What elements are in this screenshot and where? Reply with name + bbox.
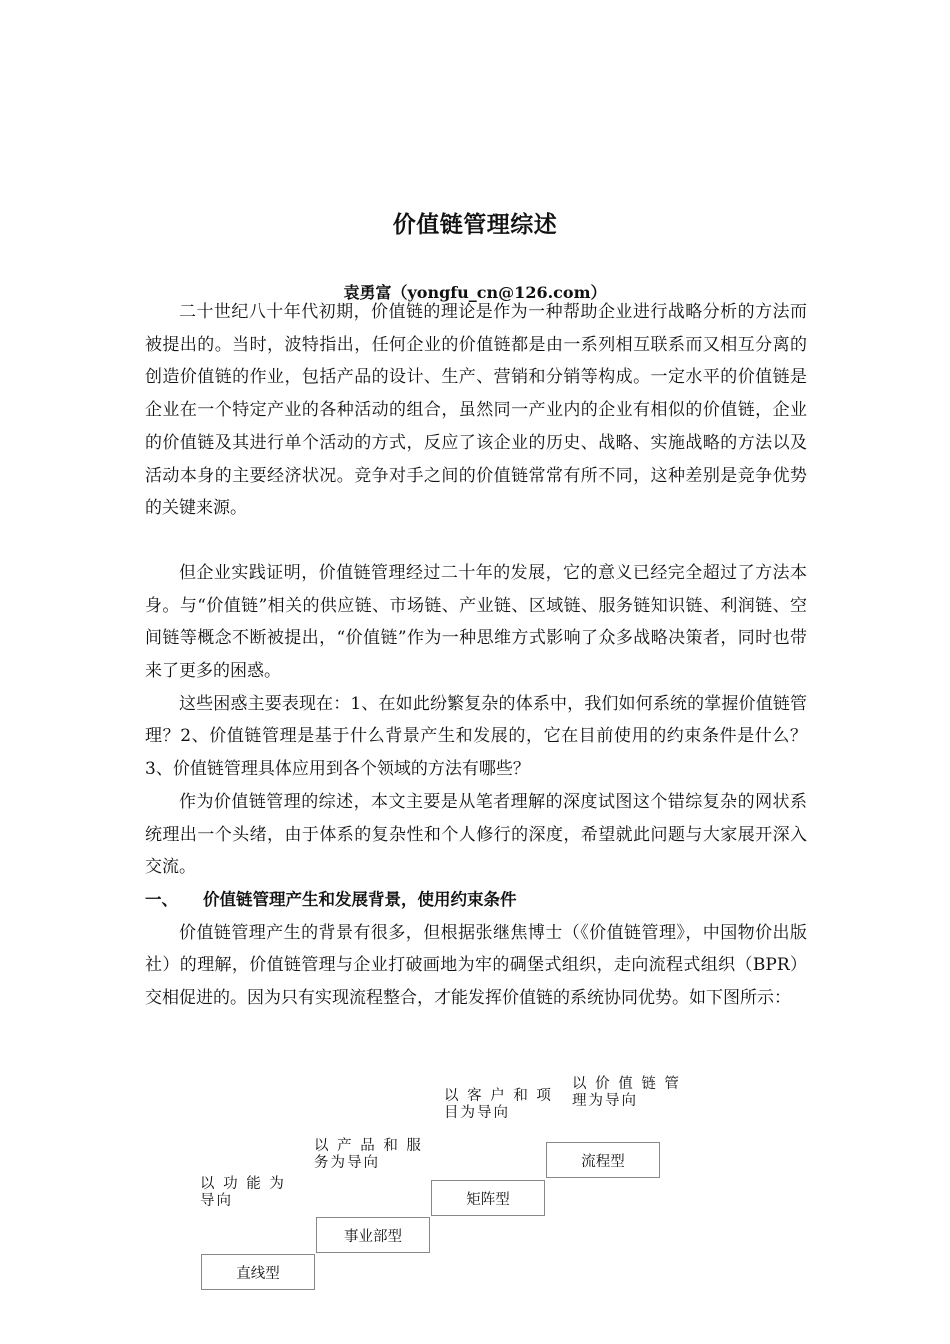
- author-line: 袁勇富（yongfu_cn@126.com）: [343, 283, 607, 302]
- step-label-line: 以 产 品 和 服: [314, 1138, 423, 1154]
- step-label-line: 理为导向: [572, 1093, 638, 1109]
- paragraph-4: 作为价值链管理的综述，本文主要是从笔者理解的深度试图这个错综复杂的网状系统理出一个头绪，由于体系的复杂性和个人修行的深度，希望就此问题与大家展开深入交流。: [145, 791, 807, 878]
- step-label-line: 以 价 值 链 管: [572, 1076, 681, 1092]
- step-label-product-service: [314, 1138, 423, 1172]
- step-box-process: 流程型: [546, 1142, 660, 1178]
- step-label-line: 以 客 户 和 项: [444, 1088, 553, 1104]
- step-label-line: 务为导向: [314, 1155, 380, 1171]
- article-body: [145, 296, 807, 1015]
- section-heading: [145, 884, 807, 917]
- step-label-line: 以 功 能 为: [200, 1176, 286, 1192]
- page-title: 价值链管理综述: [392, 212, 558, 238]
- step-label-customer-project: [444, 1088, 553, 1122]
- section-number: 一、: [145, 889, 178, 909]
- paragraph-1: 二十世纪八十年代初期，价值链的理论是作为一种帮助企业进行战略分析的方法而被提出的。当时，波特指出，任何企业的价值链都是由一系列相互联系而又相互分离的创造价值链的作业，包括产品的设计、生产、营销和分销等构成。一定水平的价值链是企业在一个特定产业的各种活动的组合，虽然同一产业内的企业有相似的价值链，企业的价值链及其进行单个活动的方式，反应了该企业的历史、战略、实施战略的方法以及活动本身的主要经济状况。竞争对手之间的价值链常常有所不同，这种差别是竞争优势的关键来源。: [145, 302, 807, 519]
- step-box-divisional: 事业部型: [316, 1217, 430, 1253]
- paragraph-2: 但企业实践证明，价值链管理经过二十年的发展，它的意义已经完全超过了方法本身。与“价值链”相关的供应链、市场链、产业链、区域链、服务链知识链、利润链、空间链等概念不断被提出，“价值链”作为一种思维方式影响了众多战略决策者，同时也带来了更多的困惑。: [145, 562, 807, 682]
- section-paragraph: 价值链管理产生的背景有很多，但根据张继焦博士（《价值链管理》，中国物价出版社）的理解，价值链管理与企业打破画地为牢的碉堡式组织，走向流程式组织（BPR）交相促进的。因为只有实现流程整合，才能发挥价值链的系统协同优势。如下图所示：: [145, 922, 807, 1009]
- step-box-matrix: 矩阵型: [431, 1180, 545, 1216]
- step-label-line: 目为导向: [444, 1105, 510, 1121]
- step-label-function: [200, 1176, 286, 1210]
- step-box-linear: 直线型: [201, 1254, 315, 1290]
- paragraph-3: 这些困惑主要表现在：1、在如此纷繁复杂的体系中，我们如何系统的掌握价值链管理？2、价值链管理是基于什么背景产生和发展的，它在目前使用的约束条件是什么？3、价值链管理具体应用到各个领域的方法有哪些？: [145, 693, 807, 780]
- step-label-line: 导向: [200, 1193, 233, 1209]
- section-heading-text: 价值链管理产生和发展背景，使用约束条件: [203, 889, 517, 909]
- step-label-value-chain: [572, 1076, 681, 1110]
